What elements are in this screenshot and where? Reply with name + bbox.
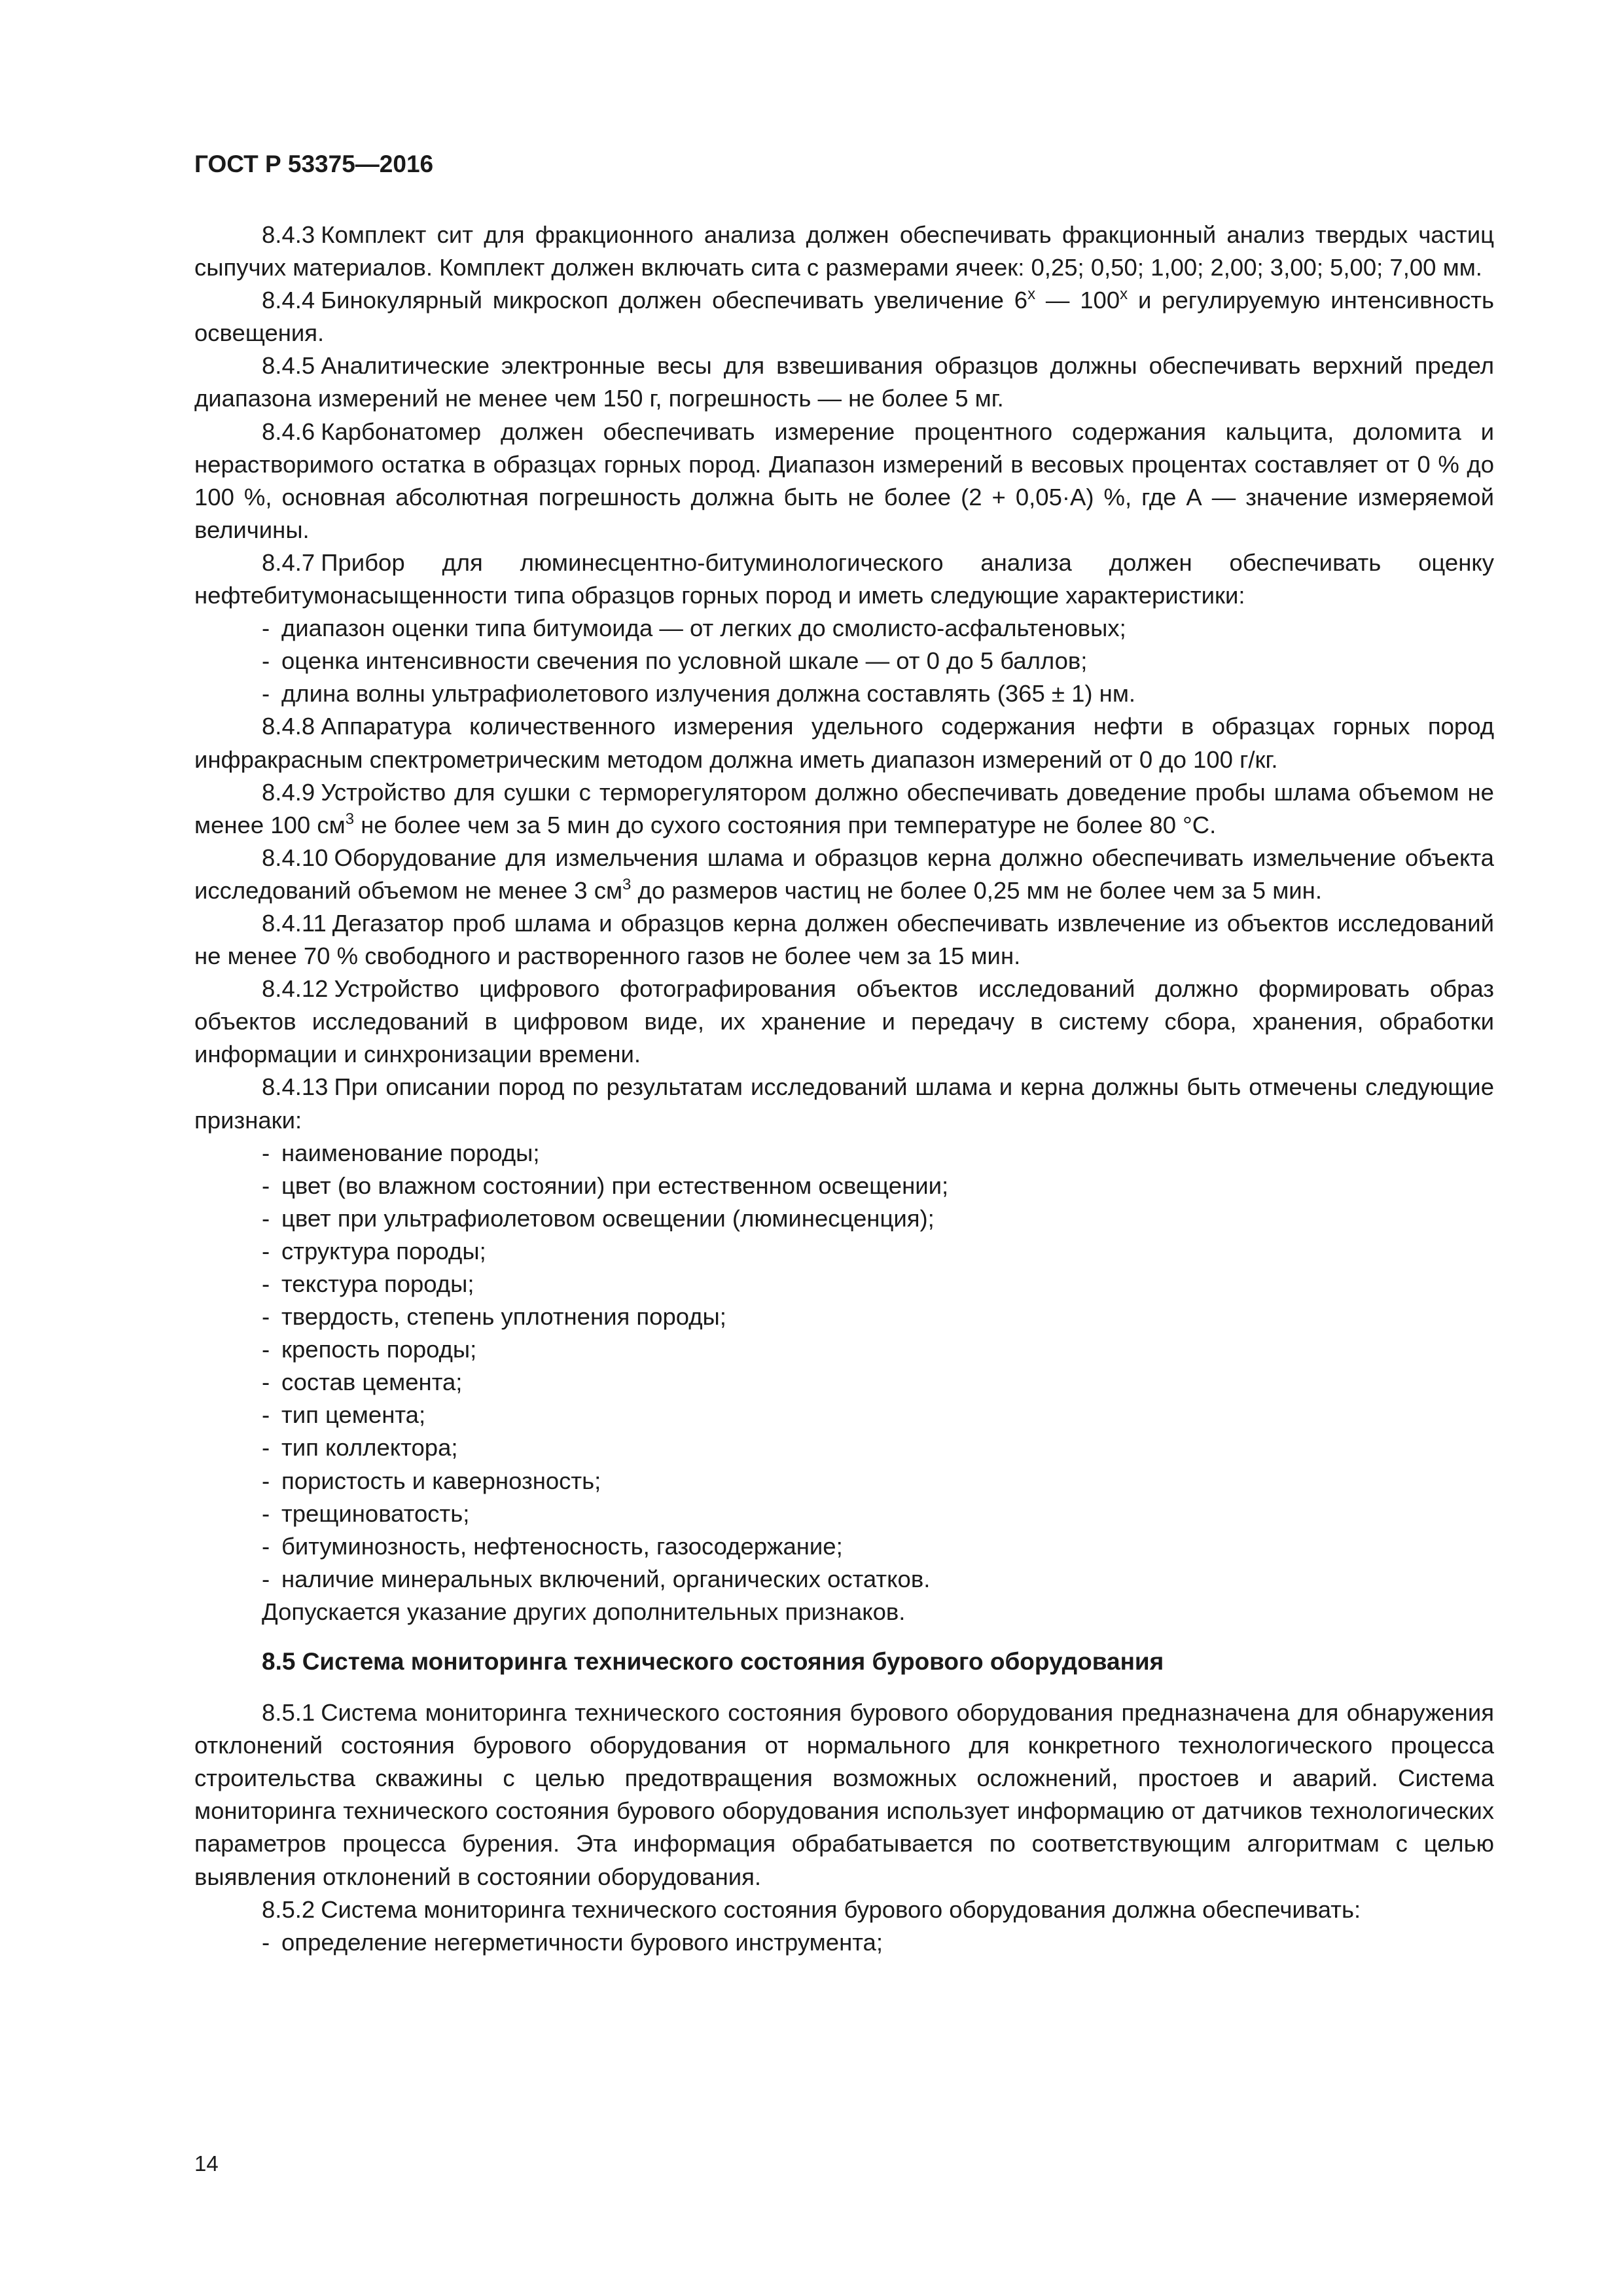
- list-item: - наличие минеральных включений, органических остатков.: [194, 1563, 1494, 1596]
- list-dash: -: [262, 1303, 270, 1331]
- list-item: - длина волны ультрафиолетового излучения должна составлять (365 ± 1) нм.: [194, 677, 1494, 710]
- clause-text: Прибор для люминесцентно-битуминологического анализа должен обеспечивать оценку нефтебитумонасыщенности типа образцов горных пород и иметь следующие характеристики:: [194, 548, 1494, 609]
- list-dash: -: [262, 615, 270, 642]
- list-dash: -: [262, 1499, 270, 1527]
- list-dash: -: [262, 1434, 270, 1462]
- clause-8-4-4: [194, 284, 1494, 350]
- page-number: 14: [194, 2151, 219, 2176]
- list-item: - состав цемента;: [194, 1366, 1494, 1399]
- rock-features-list: [194, 1137, 1494, 1596]
- clause-8-4-13: [194, 1071, 1494, 1136]
- list-dash: -: [262, 1336, 270, 1363]
- clause-8-4-8: [194, 710, 1494, 776]
- list-item: - наименование породы;: [194, 1137, 1494, 1170]
- list-item: - трещиноватость;: [194, 1498, 1494, 1530]
- clause-8-4-10: [194, 842, 1494, 907]
- clause-text: Оборудование для измельчения шлама и образцов керна должно обеспечивать измельчение объекта исследований объемом не менее 3 см: [194, 844, 1494, 904]
- list-item: - цвет при ультрафиолетовом освещении (люминесценция);: [194, 1202, 1494, 1235]
- clause-text: Карбонатомер должен обеспечивать измерение процентного содержания кальцита, доломита и нерастворимого остатка в образцах горных пород. Диапазон измерений в весовых процентах составляет от 0 % до 100 %, основная абсолютная погрешность должна быть не более (2 + 0,05·А) %, где А — значение измеряемой величины.: [194, 418, 1494, 543]
- list-item: - определение негерметичности бурового инструмента;: [194, 1926, 1494, 1959]
- list-dash: -: [262, 1369, 270, 1396]
- clause-number: 8.4.8: [262, 713, 315, 740]
- clause-number: 8.4.4: [262, 287, 315, 314]
- clause-text: Система мониторинга технического состояния бурового оборудования должна обеспечивать:: [321, 1895, 1361, 1923]
- list-item: - цвет (во влажном состоянии) при естественном освещении;: [194, 1170, 1494, 1202]
- list-item: - крепость породы;: [194, 1333, 1494, 1366]
- clause-number: 8.4.7: [262, 548, 315, 576]
- superscript: х: [1120, 285, 1128, 304]
- clause-text: Дегазатор проб шлама и образцов керна должен обеспечивать извлечение из объектов исследований не менее 70 % свободного и растворенного газов не более чем за 15 мин.: [194, 909, 1494, 970]
- document-code-header: ГОСТ Р 53375—2016: [194, 151, 434, 177]
- clause-number: 8.4.10: [262, 844, 329, 871]
- clause-number: 8.4.11: [262, 909, 327, 937]
- clause-8-4-3: [194, 219, 1494, 284]
- clause-text: Комплект сит для фракционного анализа должен обеспечивать фракционный анализ твердых частиц сыпучих материалов. Комплект должен включать сита с размерами ячеек: 0,25; 0,50; 1,00; 2,00; 3,00; 5,00; 7,00 мм.: [194, 221, 1494, 281]
- list-dash: -: [262, 1172, 270, 1199]
- clause-number: 8.4.9: [262, 778, 315, 806]
- clause-8-4-7: [194, 547, 1494, 612]
- list-dash: -: [262, 1401, 270, 1429]
- list-dash: -: [262, 1204, 270, 1232]
- clause-number: 8.4.6: [262, 418, 315, 445]
- clause-8-5-2: [194, 1893, 1494, 1926]
- clause-text: и регулируемую интенсивность освещения.: [194, 287, 1494, 347]
- section-heading-8-5: 8.5 Система мониторинга технического состояния бурового оборудования: [262, 1648, 1164, 1676]
- page-content: [194, 219, 1494, 1959]
- additional-features-note: Допускается указание других дополнительных признаков.: [262, 1598, 906, 1625]
- list-item: - битуминозность, нефтеносность, газосодержание;: [194, 1530, 1494, 1563]
- list-dash: -: [262, 1467, 270, 1494]
- list-dash: -: [262, 1237, 270, 1265]
- list-item: - структура породы;: [194, 1235, 1494, 1268]
- list-dash: -: [262, 1928, 270, 1956]
- list-item: - текстура породы;: [194, 1268, 1494, 1300]
- clause-8-4-11: [194, 907, 1494, 973]
- clause-text: При описании пород по результатам исследований шлама и керна должны быть отмечены следующие признаки:: [194, 1073, 1494, 1134]
- clause-number: 8.4.13: [262, 1073, 329, 1101]
- clause-number: 8.4.5: [262, 352, 315, 380]
- clause-number: 8.5.2: [262, 1895, 315, 1923]
- monitoring-list: [194, 1926, 1494, 1959]
- clause-text: до размеров частиц не более 0,25 мм не более чем за 5 мин.: [631, 876, 1322, 904]
- clause-text: Устройство для сушки с терморегулятором должно обеспечивать доведение пробы шлама объемом не менее 100 см: [194, 778, 1494, 838]
- list-item: - пористость и кавернозность;: [194, 1465, 1494, 1498]
- superscript: х: [1027, 285, 1036, 304]
- list-item: - твердость, степень уплотнения породы;: [194, 1300, 1494, 1333]
- list-item: - диапазон оценки типа битумоида — от легких до смолисто-асфальтеновых;: [194, 612, 1494, 645]
- clause-number: 8.5.1: [262, 1699, 315, 1727]
- list-item: - оценка интенсивности свечения по условной шкале — от 0 до 5 баллов;: [194, 645, 1494, 677]
- list-dash: -: [262, 1270, 270, 1297]
- clause-8-4-9: [194, 776, 1494, 842]
- clause-8-4-6: [194, 416, 1494, 547]
- clause-text: Система мониторинга технического состояния бурового оборудования предназначена для обнаружения отклонений состояния бурового оборудования от нормального для конкретного технологического процесса строительства скважины с целью предотвращения возможных осложнений, простоев и аварий. Система мониторинга технического состояния бурового оборудования использует информацию от датчиков технологических параметров процесса бурения. Эта информация обрабатывается по соответствующим алгоритмам с целью выявления отклонений в состоянии оборудования.: [194, 1699, 1494, 1890]
- clause-8-4-12: [194, 973, 1494, 1071]
- superscript: 3: [622, 875, 632, 893]
- clause-text: не более чем за 5 мин до сухого состояния при температуре не более 80 °С.: [354, 811, 1217, 838]
- list-dash: -: [262, 680, 270, 708]
- clause-8-5-1: [194, 1696, 1494, 1893]
- clause-number: 8.4.12: [262, 975, 329, 1003]
- clause-8-4-5: [194, 350, 1494, 415]
- list-item: - тип цемента;: [194, 1399, 1494, 1431]
- characteristics-list: [194, 612, 1494, 710]
- clause-text: — 100: [1035, 287, 1120, 314]
- clause-text: Бинокулярный микроскоп должен обеспечивать увеличение 6: [321, 287, 1028, 314]
- clause-text: Аппаратура количественного измерения удельного содержания нефти в образцах горных пород инфракрасным спектрометрическим методом должна иметь диапазон измерений от 0 до 100 г/кг.: [194, 713, 1494, 773]
- list-dash: -: [262, 1139, 270, 1166]
- clause-number: 8.4.3: [262, 221, 315, 248]
- superscript: 3: [345, 810, 355, 828]
- clause-text: Устройство цифрового фотографирования объектов исследований должно формировать образ объектов исследований в цифровом виде, их хранение и передачу в систему сбора, хранения, обработки информации и синхронизации времени.: [194, 975, 1494, 1068]
- list-dash: -: [262, 1565, 270, 1592]
- list-dash: -: [262, 647, 270, 675]
- clause-text: Аналитические электронные весы для взвешивания образцов должны обеспечивать верхний предел диапазона измерений не менее чем 150 г, погрешность — не более 5 мг.: [194, 352, 1494, 412]
- list-item: - тип коллектора;: [194, 1431, 1494, 1464]
- list-dash: -: [262, 1532, 270, 1560]
